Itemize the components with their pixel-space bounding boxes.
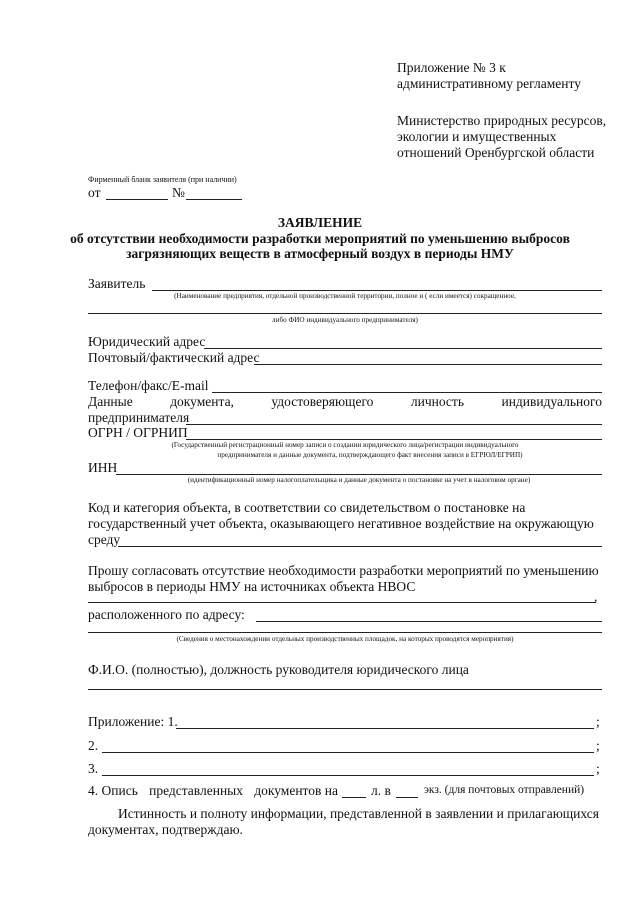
ministry-line-1: Министерство природных ресурсов, <box>397 113 607 128</box>
document-title: ЗАЯВЛЕНИЕ <box>277 215 363 230</box>
object-line-1: Код и категория объекта, в соответствии со свидетельством о постановке на <box>88 500 526 515</box>
attachment-semicolon-3: ; <box>596 761 600 776</box>
inventory-word: 4. Опись <box>88 783 138 798</box>
number-line <box>186 199 242 200</box>
applicant-hint-1: (Наименование предприятия, отдельной производственной территории, полное и ( если имеется) сокращенное, <box>174 292 516 300</box>
object-line-3: среду <box>88 532 121 547</box>
number-label: № <box>172 185 185 200</box>
attachment-line-2 <box>102 752 594 753</box>
attachment-item-2: 2. <box>88 738 99 753</box>
copies-count-line <box>396 797 418 798</box>
ogrn-hint-1: (Государственный регистрационный номер записи о создании юридического лица/регистрации индивидуального <box>171 441 519 449</box>
phone-line <box>212 392 602 393</box>
ogrn-hint-2: предпринимателя и данные документа, подтверждающего факт внесения записи в ЕГРЮЛ/ЕГРИП) <box>217 451 523 459</box>
attachment-semicolon-2: ; <box>596 738 600 753</box>
id-word: удостоверяющего <box>271 394 374 409</box>
attachment-line-3 <box>102 775 594 776</box>
postal-address-line <box>254 364 602 365</box>
ogrn-line <box>186 439 602 440</box>
located-label: расположенного по адресу: <box>88 607 245 622</box>
attachment-item-3: 3. <box>88 761 99 776</box>
id-word: индивидуального <box>501 394 602 409</box>
located-line <box>256 621 602 622</box>
id-word: документа, <box>170 394 234 409</box>
request-line <box>88 602 596 603</box>
appendix-line-1: Приложение № 3 к <box>397 60 506 75</box>
legal-address-label: Юридический адрес <box>88 334 206 349</box>
attachment-line-1 <box>176 728 594 729</box>
date-line <box>106 199 168 200</box>
located-hint: (Сведения о местонахождении отдельных производственных площадок, на которых проводятся мероприятия) <box>176 635 514 643</box>
applicant-line-2 <box>88 313 602 314</box>
ogrn-label: ОГРН / ОГРНИП <box>88 425 188 440</box>
document-title-line-3: загрязняющих веществ в атмосферный воздух в периоды НМУ <box>126 246 514 261</box>
sheets-count-line <box>342 797 366 798</box>
inn-hint: (идентификационный номер налогоплательщика и данные документа о постановке на учет в налоговом органе) <box>187 476 531 484</box>
legal-address-line <box>204 348 602 349</box>
applicant-hint-2: либо ФИО индивидуального предпринимателя) <box>272 316 418 324</box>
located-line-2 <box>88 632 602 633</box>
inventory-word: представленных <box>149 783 243 798</box>
request-comma: , <box>594 589 598 604</box>
head-label: Ф.И.О. (полностью), должность руководителя юридического лица <box>88 662 469 677</box>
letterhead-label: Фирменный бланк заявителя (при наличии) <box>88 175 237 184</box>
id-word: Данные <box>88 394 133 409</box>
attachment-semicolon-1: ; <box>596 714 600 729</box>
copies-label: экз. (для почтовых отправлений) <box>424 784 585 796</box>
object-line <box>118 546 602 547</box>
id-document-row <box>88 394 602 410</box>
from-label: от <box>88 185 101 200</box>
postal-address-label: Почтовый/фактический адрес <box>88 350 260 365</box>
entrepreneur-label: предпринимателя <box>88 410 190 425</box>
document-title-line-2: об отсутствии необходимости разработки мероприятий по уменьшению выбросов <box>70 231 570 246</box>
inn-label: ИНН <box>88 460 118 475</box>
request-line-1: Прошу согласовать отсутствие необходимости разработки мероприятий по уменьшению <box>88 563 599 578</box>
head-line <box>88 689 602 690</box>
confirm-line-1: Истинность и полноту информации, представленной в заявлении и прилагающихся <box>118 806 599 821</box>
ministry-line-2: экологии и имущественных <box>397 129 557 144</box>
inventory-row <box>88 783 338 799</box>
applicant-label: Заявитель <box>88 276 146 291</box>
applicant-line <box>152 290 602 291</box>
sheets-label: л. в <box>371 783 391 798</box>
inn-line <box>116 474 602 475</box>
object-line-2: государственный учет объекта, оказывающего негативное воздействие на окружающую <box>88 516 594 531</box>
inventory-word: документов на <box>254 783 338 798</box>
appendix-line-2: административному регламенту <box>397 76 581 91</box>
entrepreneur-line <box>186 424 602 425</box>
confirm-line-2: документах, подтверждаю. <box>88 822 243 837</box>
ministry-line-3: отношений Оренбургской области <box>397 145 595 160</box>
id-word: личность <box>410 394 464 409</box>
phone-label: Телефон/факс/E-mail <box>88 378 209 393</box>
request-line-2: выбросов в периоды НМУ на источниках объекта НВОС <box>88 579 416 594</box>
attachment-label: Приложение: 1. <box>88 714 178 729</box>
